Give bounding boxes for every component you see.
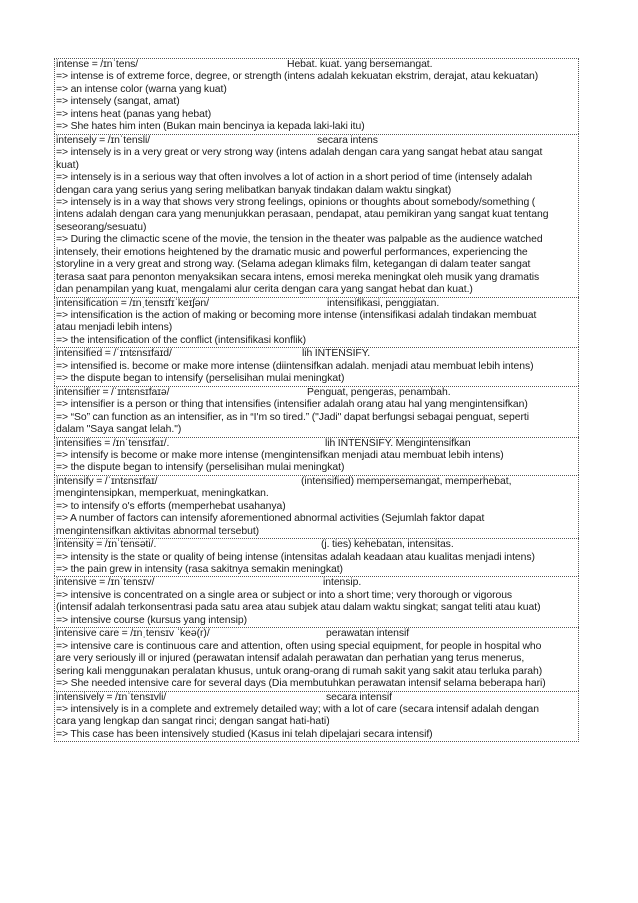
entry-line: => intensely is in a way that shows very strong feelings, opinions or thoughts about somebody/something (	[56, 196, 536, 208]
entry-gloss: Penguat, pengeras, penambah.	[307, 386, 451, 398]
entry-line: => intensely is in a serious way that often involves a lot of action in a short period of time (intensely adalah	[56, 172, 533, 184]
dictionary-entry	[54, 134, 579, 297]
entry-line: cara yang lengkap dan sangat rinci; dengan sangat hati-hati)	[56, 716, 330, 728]
entry-line: => the dispute began to intensify (perselisihan mulai meningkat)	[56, 373, 345, 385]
entry-term: intensive = /ɪnˈtensɪv/	[56, 577, 155, 589]
dictionary-entry	[54, 627, 579, 690]
dictionary-entry	[54, 437, 579, 475]
entry-line: => the dispute began to intensify (perselisihan mulai meningkat)	[56, 462, 345, 474]
entry-headword-row	[55, 348, 578, 360]
entry-line: => This case has been intensively studied (Kasus ini telah dipelajari secara intensif)	[56, 728, 433, 740]
entry-headword-row	[55, 692, 578, 704]
entry-term: intensify = /ˈɪntɛnsɪfaɪ/	[56, 475, 158, 487]
dictionary-entry	[54, 386, 579, 437]
entry-term: intensity = /ɪnˈtensəti/.	[56, 539, 157, 551]
entry-headword-row	[55, 539, 578, 551]
dictionary-entry	[54, 475, 579, 538]
entry-line: => She hates him inten (Bukan main bencinya ia kepada laki-laki itu)	[56, 121, 365, 133]
entry-term: intensifies = /ɪnˈtensɪfaɪ/.	[56, 437, 170, 449]
entry-term: intensification = /ɪnˌtensɪfɪˈkeɪʃən/	[56, 297, 209, 309]
entry-term: intensified = /ˈɪntɛnsɪfaɪd/	[56, 348, 172, 360]
entry-line: => intense is of extreme force, degree, or strength (intens adalah kekuatan ekstrim, derajat, atau kekuatan)	[56, 71, 539, 83]
entry-line: mengintensipkan, memperkuat, meningkatkan.	[56, 488, 269, 500]
entry-line: => intensive care is continuous care and attention, often using special equipment, for people in hospital who	[56, 640, 542, 652]
entry-line: (intensif adalah terkonsentrasi pada satu area atau subjek atau dalam waktu singkat; sangat teliti atau kuat)	[56, 602, 541, 614]
entry-line: => A number of factors can intensify aforementioned abnormal activities (Sejumlah faktor dapat	[56, 513, 485, 525]
entry-line: => intensifier is a person or thing that intensifies (intensifier adalah orang atau hal yang mengintensifkan)	[56, 399, 528, 411]
entry-headword-row	[55, 438, 578, 450]
entry-line: are very seriously ill or injured (perawatan intensif adalah perawatan dan perhatian yang terus menerus,	[56, 653, 525, 665]
entry-line: => intensity is the state or quality of being intense (intensitas adalah keadaan atau kualitas menjadi intens)	[56, 551, 535, 563]
entry-line: => “So” can function as an intensifier, as in “I'm so tired.” ("Jadi" dapat berfungsi sebagai penguat, seperti	[56, 411, 529, 423]
entry-headword-row	[55, 135, 578, 147]
entry-line: terasa saat para penonton menyaksikan secara intens, emosi mereka meningkat oleh musik yang dramatis	[56, 271, 540, 283]
entry-line: => intensify is become or make more intense (mengintensifkan menjadi atau membuat lebih intens)	[56, 449, 504, 461]
entry-line: kuat)	[56, 159, 79, 171]
entry-term: intensely = /ɪnˈtensli/	[56, 134, 151, 146]
entry-gloss: lih INTENSIFY.	[302, 348, 371, 360]
entry-line: intensely, their emotions heightened by the dramatic music and powerful performances, experiencing the	[56, 246, 528, 258]
entry-gloss: Hebat. kuat. yang bersemangat.	[287, 59, 433, 70]
entry-gloss: intensip.	[323, 577, 362, 589]
entry-gloss: lih INTENSIFY. Mengintensifkan	[325, 437, 471, 449]
entry-line: sering kali menggunakan peralatan khusus, untuk orang-orang di rumah sakit yang sakit atau terluka parah)	[56, 665, 543, 677]
entry-headword-row	[55, 628, 578, 640]
entry-headword-row	[55, 476, 578, 488]
entry-headword-row	[55, 298, 578, 310]
entry-term: intensive care = /ɪnˌtensɪv ˈkeə(r)/	[56, 628, 210, 640]
entry-line: => the pain grew in intensity (rasa sakitnya semakin meningkat)	[56, 564, 343, 575]
dictionary-entry	[54, 297, 579, 348]
entry-gloss: perawatan intensif	[326, 628, 410, 640]
entry-headword-row	[55, 577, 578, 589]
dictionary-page	[54, 58, 579, 742]
entry-line: => intensive is concentrated on a single area or subject or into a short time; very thorough or vigorous	[56, 589, 513, 601]
entry-line: atau menjadi lebih intens)	[56, 322, 173, 334]
entry-line: mengintensifkan aktivitas abnormal tersebut)	[56, 525, 260, 537]
entry-headword-row	[55, 387, 578, 399]
dictionary-entry	[54, 58, 579, 134]
entry-gloss: secara intensif	[326, 691, 392, 703]
entry-line: => to intensify o's efforts (memperhebat usahanya)	[56, 500, 286, 512]
entry-term: intensifier = /ˈɪntɛnsɪfaɪə/	[56, 386, 170, 398]
dictionary-entry	[54, 347, 579, 385]
entry-line: => She needed intensive care for several days (Dia membutuhkan perawatan intensif selama beberapa hari)	[56, 678, 546, 690]
entry-term: intense = /ɪnˈtens/	[56, 59, 139, 70]
entry-headword-row	[55, 59, 578, 71]
entry-line: => the intensification of the conflict (intensifikasi konflik)	[56, 334, 307, 346]
entry-line: => intensification is the action of making or becoming more intense (intensifikasi adalah tindakan membuat	[56, 310, 537, 322]
entry-gloss: (intensified) mempersemangat, memperhebat,	[301, 475, 512, 487]
entry-line: => intensively is in a complete and extremely detailed way; with a lot of care (secara intensif adalah dengan	[56, 703, 539, 715]
dictionary-entry	[54, 538, 579, 576]
entry-gloss: intensifikasi, penggiatan.	[327, 297, 440, 309]
entry-line: => an intense color (warna yang kuat)	[56, 83, 227, 95]
entry-line: intens adalah dengan cara yang menunjukkan perasaan, pendapat, atau pemikiran yang sangat kuat tentang	[56, 209, 549, 221]
entry-line: => intensive course (kursus yang intensip)	[56, 614, 248, 626]
entry-term: intensively = /ɪnˈtensɪvli/	[56, 691, 167, 703]
entry-line: => During the climactic scene of the movie, the tension in the theater was palpable as the audience watched	[56, 234, 543, 246]
entry-line: dalam "Saya sangat lelah.")	[56, 424, 182, 436]
entry-line: seseorang/sesuatu)	[56, 221, 147, 233]
dictionary-entry	[54, 691, 579, 743]
entry-gloss: secara intens	[317, 134, 378, 146]
entry-line: => intensely (sangat, amat)	[56, 96, 180, 108]
entry-line: => intens heat (panas yang hebat)	[56, 108, 212, 120]
entry-line: => intensely is in a very great or very strong way (intens adalah dengan cara yang sangat hebat atau sangat	[56, 147, 543, 159]
entry-gloss: (j. ties) kehebatan, intensitas.	[321, 539, 454, 551]
entry-line: dengan cara yang serius yang sering melibatkan banyak tindakan dalam waktu singkat)	[56, 184, 452, 196]
entry-line: => intensified is. become or make more intense (diintensifkan adalah. menjadi atau membuat lebih intens)	[56, 360, 534, 372]
entry-line: dan penampilan yang kuat, mengalami alur cerita dengan cara yang sangat hebat dan kuat.)	[56, 284, 473, 296]
dictionary-entry	[54, 576, 579, 627]
entry-line: storyline in a very great and strong way. (Selama adegan klimaks film, ketegangan di dalam teater sangat	[56, 259, 531, 271]
